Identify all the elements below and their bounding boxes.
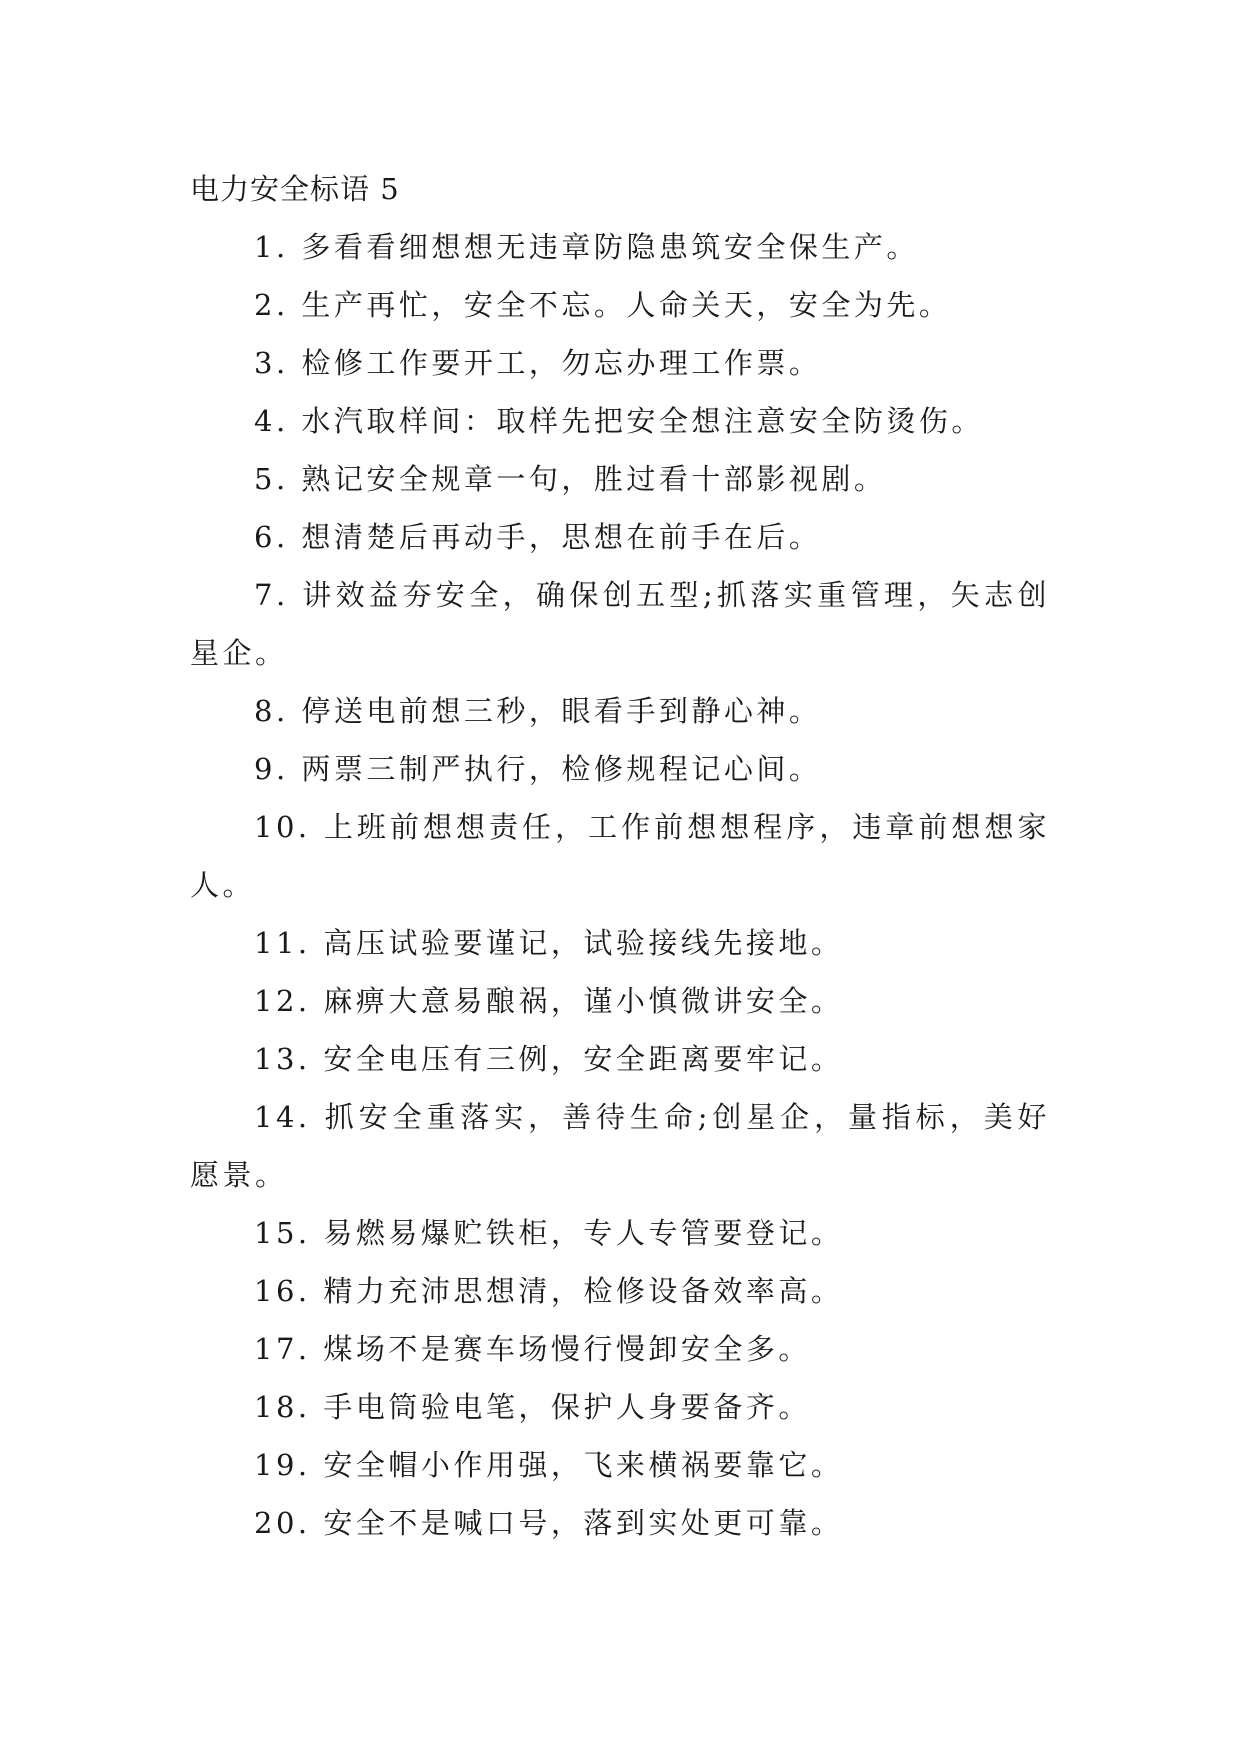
slogan-item: 8. 停送电前想三秒，眼看手到静心神。 [254,694,822,728]
slogan-item: 16. 精力充沛思想清，检修设备效率高。 [254,1274,844,1308]
slogan-item: 20. 安全不是喊口号，落到实处更可靠。 [254,1506,844,1540]
slogan-item: 15. 易燃易爆贮铁柜，专人专管要登记。 [254,1216,844,1250]
slogan-item: 19. 安全帽小作用强，飞来横祸要靠它。 [254,1448,844,1482]
document-page [190,160,1050,1552]
slogan-item: 13. 安全电压有三例，安全距离要牢记。 [254,1042,844,1076]
slogan-item: 14. 抓安全重落实，善待生命;创星企，量指标，美好愿景。 [190,1100,1050,1192]
slogan-item: 3. 检修工作要开工，勿忘办理工作票。 [254,346,822,380]
slogan-item: 4. 水汽取样间：取样先把安全想注意安全防烫伤。 [254,404,984,438]
slogan-item: 9. 两票三制严执行，检修规程记心间。 [254,752,822,786]
slogan-item: 6. 想清楚后再动手，思想在前手在后。 [254,520,822,554]
slogan-item: 18. 手电筒验电笔，保护人身要备齐。 [254,1390,811,1424]
slogan-list [190,218,1050,1552]
slogan-item: 12. 麻痹大意易酿祸，谨小慎微讲安全。 [254,984,844,1018]
slogan-item: 1. 多看看细想想无违章防隐患筑安全保生产。 [254,230,919,264]
document-title: 电力安全标语 5 [190,172,400,206]
slogan-item: 11. 高压试验要谨记，试验接线先接地。 [254,926,844,960]
slogan-item: 10. 上班前想想责任，工作前想想程序，违章前想想家人。 [190,810,1050,902]
slogan-item: 5. 熟记安全规章一句，胜过看十部影视剧。 [254,462,887,496]
slogan-item: 2. 生产再忙，安全不忘。人命关天，安全为先。 [254,288,952,322]
slogan-item: 17. 煤场不是赛车场慢行慢卸安全多。 [254,1332,811,1366]
slogan-item: 7. 讲效益夯安全，确保创五型;抓落实重管理，矢志创星企。 [190,578,1050,670]
